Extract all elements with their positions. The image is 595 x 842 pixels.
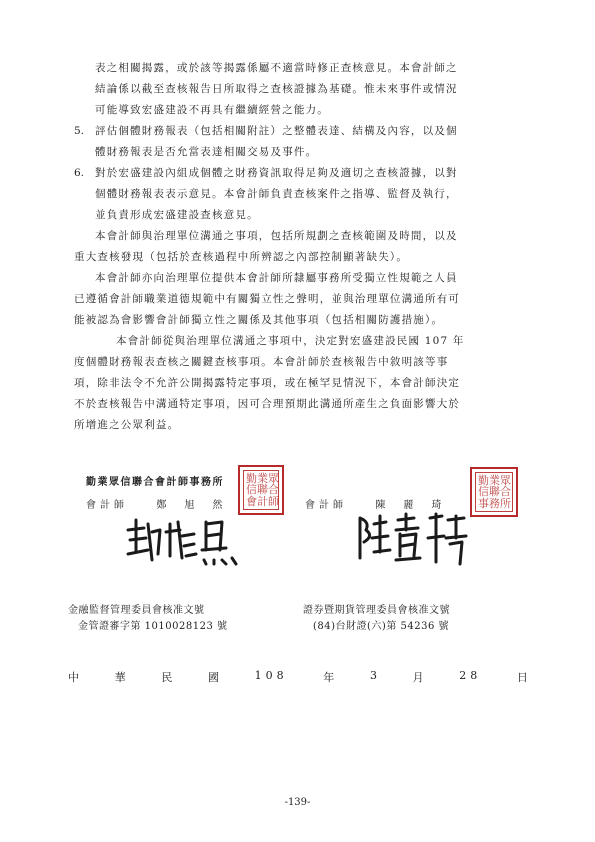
seal-character: 會	[246, 494, 257, 508]
text-line: 項，除非法令不允許公開揭露特定事項，或在極罕見情況下，本會計師決定	[74, 377, 461, 389]
page-number: -139-	[284, 797, 311, 808]
text-line: 並負責形成宏盛建設查核意見。	[95, 209, 259, 221]
text-line: 能被認為會影響會計師獨立性之關係及其他事項（包括相關防護措施）。	[74, 314, 444, 326]
date-month: 3	[369, 669, 377, 682]
paragraph-key-audit-matters	[74, 331, 465, 436]
approval-left-number: 金管證審字第 1010028123 號	[78, 621, 228, 632]
seal-stamp-right	[470, 467, 518, 517]
cpa-right-title: 會計師	[305, 500, 347, 511]
seal-character: 務	[489, 496, 500, 510]
date-year-unit: 年	[323, 671, 335, 684]
seal-character: 師	[268, 494, 279, 508]
seal-stamp-left	[238, 465, 284, 515]
text-line: 本會計師亦向治理單位提供本會計師所隸屬事務所受獨立性規範之人員	[95, 272, 458, 284]
text-line: 評估個體財務報表（包括相關附註）之整體表達、結構及內容，以及個	[95, 125, 458, 137]
seal-character: 信	[478, 485, 489, 499]
text-line: 結論係以截至查核報告日所取得之查核證據為基礎。惟未來事件或情況	[95, 83, 458, 95]
cpa-left-title: 會計師	[86, 500, 128, 511]
approval-right-authority: 證券暨期貨管理委員會核准文號	[303, 605, 450, 616]
firm-name: 勤業眾信聯合會計師事務所	[86, 477, 224, 488]
cpa-left	[86, 496, 240, 511]
date-era-1: 中	[68, 671, 79, 684]
text-line: 本會計師與治理單位溝通之事項，包括所規劃之查核範圍及時間，以及	[95, 230, 458, 242]
text-line: 度個體財務報表查核之關鍵查核事項。本會計師於查核報告中敘明該等事	[74, 356, 449, 368]
text-line: 對於宏盛建設內組成個體之財務資訊取得足夠及適切之查核證據，以對	[95, 167, 458, 179]
seal-character: 信	[246, 483, 257, 497]
approval-left-authority: 金融監督管理委員會核准文號	[68, 605, 205, 616]
seal-character: 業	[257, 472, 268, 486]
seal-character: 合	[268, 483, 279, 497]
text-line: 本會計師從與治理單位溝通之事項中，決定對宏盛建設民國 107 年	[116, 335, 465, 347]
report-date	[68, 669, 528, 685]
seal-character: 聯	[489, 485, 500, 499]
seal-character: 聯	[257, 483, 268, 497]
date-era-3: 民	[161, 671, 173, 684]
seal-character: 勤	[246, 472, 257, 486]
seal-character: 眾	[268, 472, 279, 486]
item-number-6: 6.	[74, 167, 85, 179]
cpa-left-name: 鄭旭然	[156, 500, 241, 511]
text-line: 重大查核發現（包括於查核過程中所辨認之內部控制顯著缺失）。	[74, 251, 409, 263]
signature-left	[122, 510, 242, 570]
text-line: 所增進之公眾利益。	[74, 419, 180, 431]
date-era-4: 國	[207, 671, 219, 684]
paragraph-communication-scope	[74, 226, 458, 268]
date-year: 108	[254, 669, 288, 682]
date-day: 28	[459, 669, 482, 682]
seal-character: 合	[500, 485, 511, 499]
seal-character: 所	[500, 496, 511, 510]
text-line: 個體財務報表表示意見。本會計師負責查核案件之指導、監督及執行，	[95, 188, 458, 200]
signature-right	[352, 508, 472, 570]
seal-character: 事	[478, 496, 489, 510]
text-line: 體財務報表是否允當表達相關交易及事件。	[95, 146, 318, 158]
text-line: 可能導致宏盛建設不再具有繼續經營之能力。	[95, 104, 329, 116]
date-month-unit: 月	[412, 671, 424, 684]
paragraph-independence	[74, 268, 460, 331]
text-line: 表之相關揭露，或於該等揭露係屬不適當時修正查核意見。本會計師之	[95, 62, 458, 74]
text-line: 不於查核報告中溝通特定事項，因可合理預期此溝通所產生之負面影響大於	[74, 398, 461, 410]
paragraph-going-concern	[95, 58, 458, 121]
paragraph-item-6	[95, 163, 458, 226]
date-era-2: 華	[114, 671, 126, 684]
date-day-unit: 日	[516, 671, 528, 684]
paragraph-item-5	[95, 121, 458, 163]
seal-character: 業	[489, 474, 500, 488]
seal-character: 計	[257, 494, 268, 508]
item-number-5: 5.	[74, 125, 85, 137]
seal-character: 眾	[500, 474, 511, 488]
text-line: 已遵循會計師職業道德規範中有關獨立性之聲明，並與治理單位溝通所有可	[74, 293, 461, 305]
seal-character: 勤	[478, 474, 489, 488]
cpa-right-name: 陳麗琦	[375, 500, 460, 511]
approval-right-number: (84)台財證(六)第 54236 號	[313, 621, 449, 632]
